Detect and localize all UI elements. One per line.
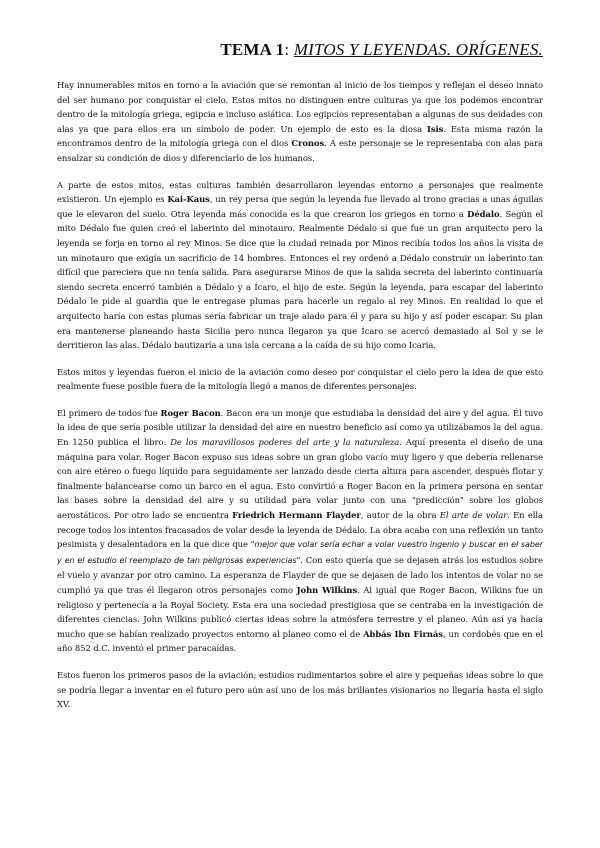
term-dedalo: Dédalo [467,208,500,219]
text-span: . Con esto quería que se dejasen atrás los estudios sobre el vuelo y avanzar por otro camino. La esperanza de Flayder de que se dejasen de lado los intentos de volar no se cumplió ya que tras él llegaron otros personajes como [57,554,543,595]
text-span: . Al igual que Roger Bacon, Wilkins fue un religioso y pertenecía a la Royal Society. Esta era una sociedad prestigiosa que se centraba en la investigación de diferentes ciencias. John Wilkins publicó ciertas ideas sobre la atmósfera terrestre y el planeo. Aún así ya hacía mucho que se habían realizado proyectos entorno al planeo como el de [57,585,543,639]
term-abbas-ibn-firnas: Abbás Ibn Firnás [363,628,443,639]
text-span: . En ella recoge todos los intentos fracasados de volar desde la leyenda de Dédalo. La obra acaba con una reflexión un tanto pesimista y desalentadora en la que dice que [57,510,543,550]
title-subtitle: MITOS Y LEYENDAS. ORÍGENES. [293,40,543,59]
text-span: Hay innumerables mitos en torno a la aviación que se remontan al inicio de los tiempos y reflejan el deseo innato del ser humano por conquistar el cielo. Estos mitos no distinguen entre culturas ya que los podemos encontrar dentro de la mitología griega, egipcia e incluso asiática. Los egipcios representaban a algunas de sus deidades con alas ya que para ellos era un símbolo de poder. Un ejemplo de esto es la diosa [57,80,543,134]
tema-label: TEMA 1 [220,40,285,59]
book-title-flayder: El arte de volar [439,510,508,521]
term-kai-kaus: Kai-Kaus [167,194,210,205]
text-span: . Esta misma razón la encontramos dentro de la mitología griega con el dios [57,123,543,149]
book-title-bacon: De los maravillosos poderes del arte y la naturaleza [170,437,400,448]
text-span: Estos fueron los primeros pasos de la aviación; estudios rudimentarios sobre el aire y pequeñas ideas sobre lo que se podría llegar a inventar en el futuro pero aún así uno de los más brillantes visionarios no llegaría hasta el siglo XV. [57,669,543,710]
term-isis: Isis [426,123,444,134]
term-roger-bacon: Roger Bacon [160,407,221,418]
term-flayder: Friedrich Hermann Flayder [232,510,361,521]
text-span: , autor de la obra [360,510,440,521]
paragraph-transition [57,365,543,394]
text-span: . Bacon era un monje que estudiaba la densidad del aire y del agua. Él tuvo la idea de que sería posible utilizar la densidad del aire en nuestro beneficio así como ya utilizábamos la del agua. En 1250 publica el libro: [57,407,543,448]
text-span: El primero de todos fue [57,407,161,418]
page-title [57,40,543,60]
paragraph-myths [57,78,543,166]
paragraph-conclusion [57,668,543,712]
term-john-wilkins: John Wilkins [296,585,358,595]
text-span: , un rey persa que según la leyenda fue llevado al trono gracias a unas águilas que le elevaron del suelo. Otra leyenda más conocida es la que crearon los griegos en torno a [57,194,543,219]
text-span: , un cordobés que en el año 852 d.C. inventó el primer paracaídas. [57,628,543,654]
paragraph-pioneers [57,406,543,656]
term-cronos: Cronos [291,138,325,149]
text-span: . Según el mito Dédalo fue quien creó el laberinto del minotauro. Realmente Dédalo sí que fue un gran arquitecto pero la leyenda se forja en torno al rey Minos. Se dice que la ciudad reinada por Minos recibía todos los años la visita de un minotauro que exigía un sacrificio de 14 hombres. Entonces el rey ordenó a Dédalo construir un laberinto tan difícil que pareciera que no tenía salida. Para asegurarse Minos de que la salida secreta del laberinto continuaría siendo secreta encerró también a Dédalo y a Ícaro, el hijo de este. Según la leyenda, para escapar del laberinto Dédalo le pide al guardia que le entregase plumas para hacerle un regalo al rey Minos. En realidad lo que el arquitecto haría con estas plumas sería fabricar un traje alado para él y para su hijo y así poder escapar. Su plan era mantenerse planeando hasta Sicilia pero nunca llegaron ya que Ícaro se acercó demasiado al Sol y se le derritieron las alas. Dédalo bautizaría a una isla cercana a la caída de su hijo como Icaria. [57,208,543,351]
text-span: A parte de estos mitos, estas culturas también desarrollaron leyendas entorno a personajes que realmente existieron. Un ejemplo es [57,179,543,205]
flayder-quote: "mejor que volar sería echar a volar vuestro ingenio y buscar en el saber y en el estudio el reemplazo de tan peligrosas experiencias" [57,540,543,565]
paragraph-legends [57,178,543,353]
text-span: . Aquí presenta el diseño de una máquina para volar. Roger Bacon expuso sus ideas sobre un gran globo vacío muy ligero y que debería rellenarse con aire etéreo o fuego líquido para seguidamente ser lanzado desde cierta altura para ascender, después flotar y finalmente balancearse como un barco en el agua. Esto convirtió a Roger Bacon en la primera persona en sentar las bases sobre la densidad del aire y su utilidad para volar junto con una "predicción" sobre los globos aerostáticos. Por otro lado se encuentra [57,437,543,521]
text-span: . A este personaje se le representaba con alas para ensalzar su condición de dios y diferenciarlo de los humanos. [57,138,543,163]
title-colon: : [284,40,294,59]
text-span: Estos mitos y leyendas fueron el inicio de la aviación como deseo por conquistar el cielo pero la idea de que esto realmente fuese posible fuera de la mitología llegó a manos de diferentes personajes. [57,366,543,392]
